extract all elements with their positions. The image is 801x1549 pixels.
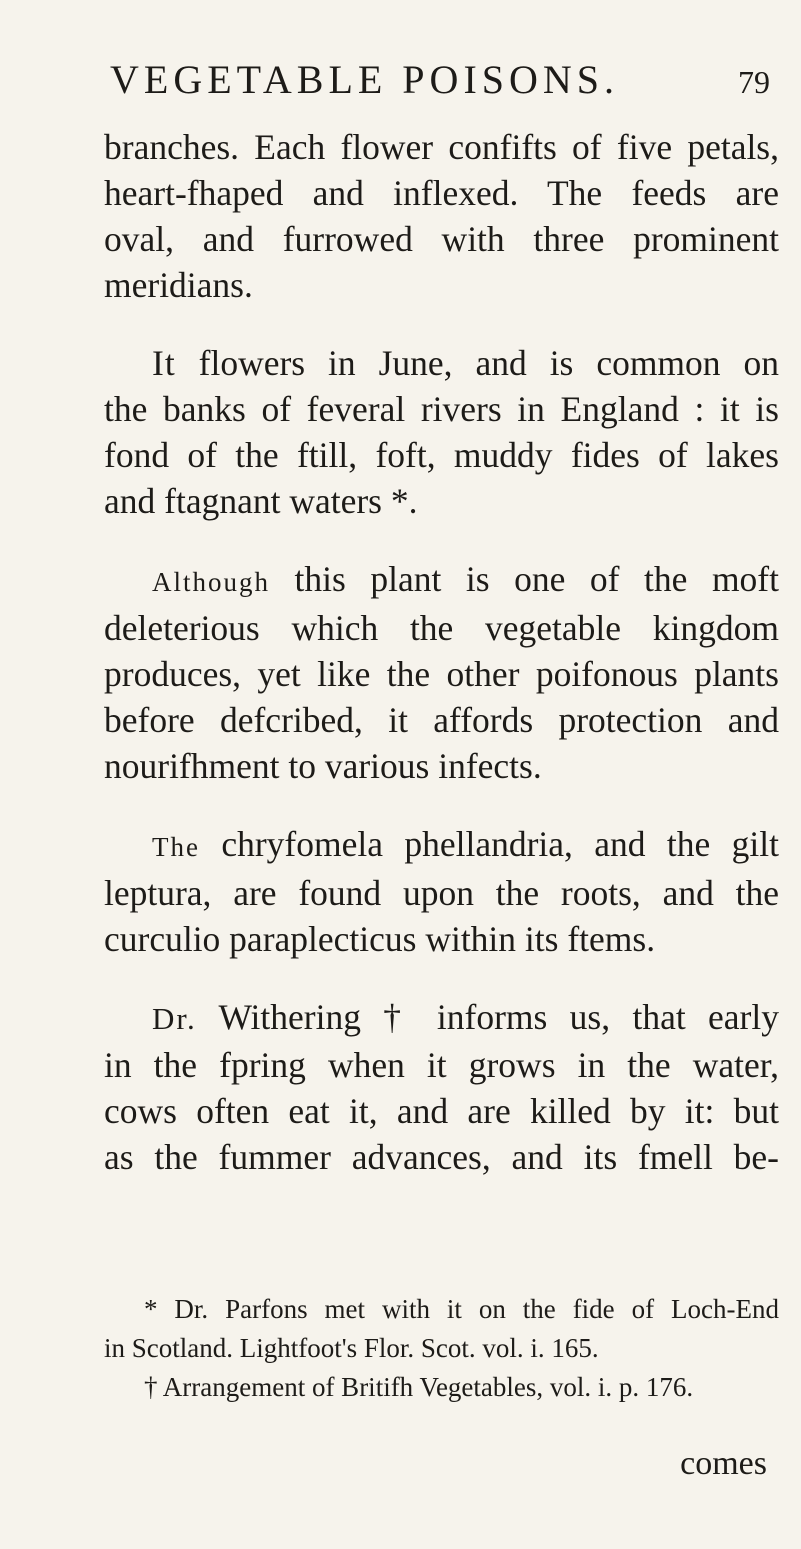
running-header bbox=[110, 56, 770, 103]
text-line: as the fummer advances, and its fmell be- bbox=[104, 1137, 779, 1177]
text-line: the banks of feveral rivers in England : it is bbox=[104, 389, 779, 429]
text-line: before defcribed, it affords protection and bbox=[104, 700, 779, 740]
page-number: 79 bbox=[738, 64, 770, 100]
text-line: oval, and furrowed with three prominent bbox=[104, 219, 779, 259]
paragraph bbox=[104, 340, 779, 524]
paragraph-lead: Although bbox=[152, 567, 271, 597]
catchword: comes bbox=[680, 1445, 767, 1482]
text-line: † Arrangement of Britifh Vegetables, vol. i. p. 176. bbox=[144, 1372, 694, 1402]
text-line: Dr. Withering † informs us, that early bbox=[152, 997, 779, 1037]
text-line: It flowers in June, and is common on bbox=[152, 343, 779, 383]
paragraph bbox=[104, 821, 779, 962]
footnote bbox=[104, 1368, 779, 1407]
paragraph bbox=[104, 556, 779, 789]
text-line: and ftagnant waters *. bbox=[104, 481, 418, 521]
text-line: nourifhment to various infects. bbox=[104, 746, 542, 786]
paragraph-lead: The bbox=[152, 832, 200, 862]
text-line: branches. Each flower confifts of five petals, bbox=[104, 127, 779, 167]
paragraph-lead: Dr. bbox=[152, 1001, 197, 1036]
text-line: meridians. bbox=[104, 265, 253, 305]
footnotes bbox=[104, 1290, 779, 1407]
text-line: produces, yet like the other poifonous plants bbox=[104, 654, 779, 694]
body-text bbox=[104, 124, 779, 1180]
text-line: leptura, are found upon the roots, and the bbox=[104, 873, 779, 913]
text-line: curculio paraplecticus within its ftems. bbox=[104, 919, 656, 959]
text-line: in Scotland. Lightfoot's Flor. Scot. vol. i. 165. bbox=[104, 1333, 599, 1363]
text-line: The chryfomela phellandria, and the gilt bbox=[152, 824, 779, 864]
text-line: in the fpring when it grows in the water, bbox=[104, 1045, 779, 1085]
text-line: * Dr. Parfons met with it on the fide of Loch-End bbox=[144, 1294, 779, 1324]
text-line: fond of the ftill, foft, muddy fides of lakes bbox=[104, 435, 779, 475]
text-line: cows often eat it, and are killed by it: but bbox=[104, 1091, 779, 1131]
running-title: VEGETABLE POISONS. bbox=[110, 57, 620, 102]
footnote bbox=[104, 1290, 779, 1368]
paragraph bbox=[104, 994, 779, 1180]
text-line: Although this plant is one of the moft bbox=[152, 559, 779, 599]
paragraph-lead: It bbox=[152, 343, 176, 383]
paragraph bbox=[104, 124, 779, 308]
text-line: heart-fhaped and inflexed. The feeds are bbox=[104, 173, 779, 213]
text-line: deleterious which the vegetable kingdom bbox=[104, 608, 779, 648]
